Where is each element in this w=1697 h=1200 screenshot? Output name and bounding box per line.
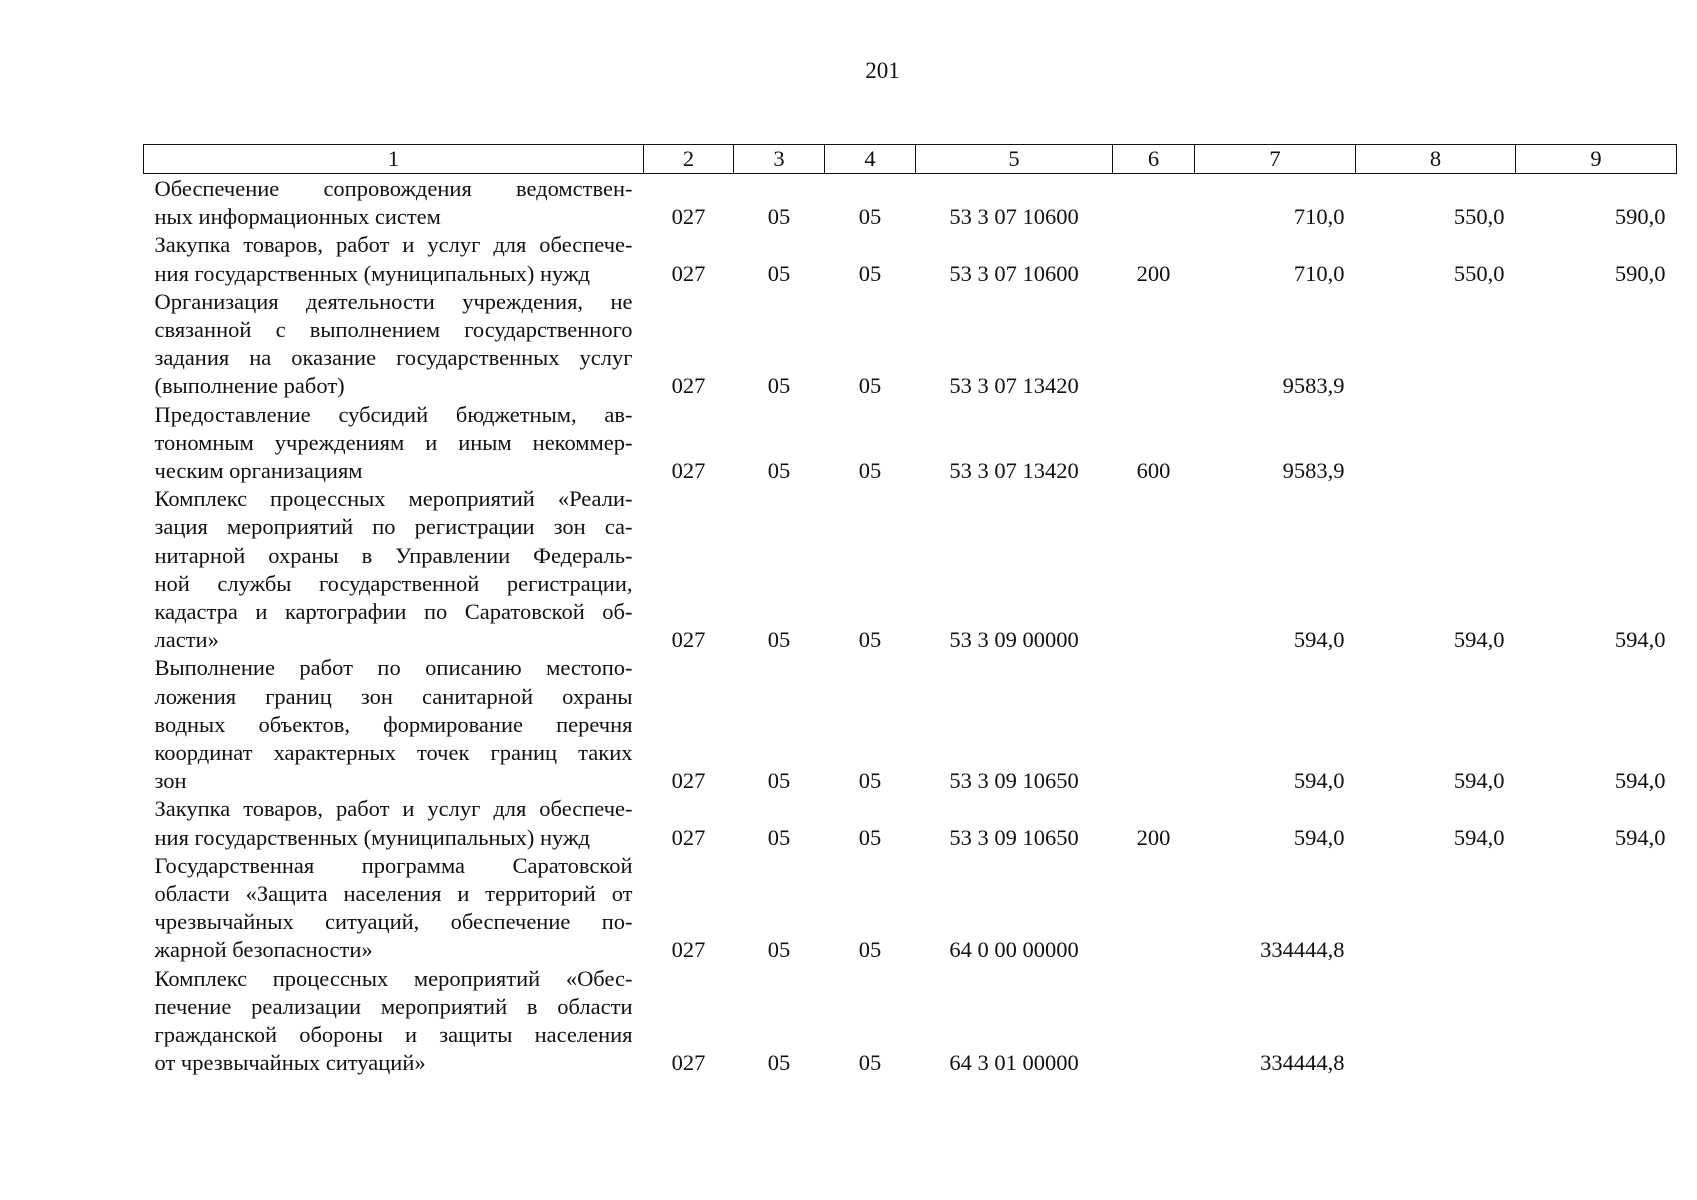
amount-cell: 594,0	[1614, 627, 1666, 653]
amount-cell: 594,0	[1293, 824, 1345, 850]
row-name-line: Комплекс процессных мероприятий «Реали-	[154, 486, 633, 512]
column-header: 9	[1516, 145, 1677, 174]
section-cell: 05	[767, 768, 791, 794]
row-name-line: гражданской обороны и защиты населения	[154, 1022, 633, 1048]
row-name-line: координат характерных точек границ таких	[154, 740, 633, 766]
row-name-line: связанной с выполнением государственного	[154, 317, 633, 343]
row-name-line: ласти»	[154, 627, 219, 653]
amount-cell: 9583,9	[1282, 373, 1345, 399]
section-cell: 05	[767, 824, 791, 850]
row-name-line: Комплекс процессных мероприятий «Обес-	[154, 965, 633, 991]
target-article-cell: 64 3 01 00000	[949, 1050, 1079, 1076]
code-cell: 027	[671, 458, 706, 484]
column-header: 2	[644, 145, 734, 174]
amount-cell	[1356, 288, 1516, 401]
target-article-cell: 53 3 07 13420	[949, 373, 1079, 399]
row-name-line: области «Защита населения и территорий от	[154, 881, 633, 907]
target-article-cell: 64 0 00 00000	[949, 937, 1079, 963]
amount-cell: 590,0	[1614, 204, 1666, 230]
row-name-line: Предоставление субсидий бюджетным, ав-	[154, 401, 633, 427]
row-name-line: ных информационных систем	[154, 204, 441, 230]
budget-table	[143, 144, 1677, 1078]
amount-cell: 594,0	[1614, 768, 1666, 794]
table-row	[144, 795, 1677, 851]
row-name-line: зация мероприятий по регистрации зон са-	[154, 514, 633, 540]
row-name-line: задания на оказание государственных услуг	[154, 345, 633, 371]
expense-type-cell	[1113, 654, 1195, 795]
table-row	[144, 654, 1677, 795]
code-cell: 027	[671, 373, 706, 399]
row-name-line: ческим организациям	[154, 458, 363, 484]
subsection-cell: 05	[858, 458, 882, 484]
amount-cell: 710,0	[1293, 260, 1345, 286]
row-name-cell	[144, 965, 644, 1078]
row-name-line: зон	[154, 768, 187, 794]
amount-cell: 594,0	[1453, 627, 1505, 653]
section-cell: 05	[767, 204, 791, 230]
column-header: 6	[1113, 145, 1195, 174]
row-name-cell	[144, 231, 644, 287]
amount-cell: 9583,9	[1282, 458, 1345, 484]
row-name-cell	[144, 174, 644, 232]
section-cell: 05	[767, 458, 791, 484]
amount-cell: 710,0	[1293, 204, 1345, 230]
row-name-line: водных объектов, формирование перечня	[154, 711, 633, 737]
expense-type-cell: 200	[1136, 260, 1171, 286]
amount-cell: 550,0	[1453, 204, 1505, 230]
column-header: 1	[144, 145, 644, 174]
row-name-line: Обеспечение сопровождения ведомствен-	[154, 176, 633, 201]
target-article-cell: 53 3 07 10600	[949, 260, 1079, 286]
target-article-cell: 53 3 09 00000	[949, 627, 1079, 653]
column-header: 4	[825, 145, 916, 174]
subsection-cell: 05	[858, 373, 882, 399]
expense-type-cell	[1113, 485, 1195, 654]
amount-cell	[1356, 852, 1516, 965]
row-name-line: тономным учреждениям и иным некоммер-	[154, 429, 633, 455]
target-article-cell: 53 3 09 10650	[949, 768, 1079, 794]
row-name-line: Организация деятельности учреждения, не	[154, 288, 633, 314]
subsection-cell: 05	[858, 260, 882, 286]
section-cell: 05	[767, 1050, 791, 1076]
table-row	[144, 965, 1677, 1078]
amount-cell: 550,0	[1453, 260, 1505, 286]
row-name-cell	[144, 401, 644, 486]
column-header: 8	[1356, 145, 1516, 174]
row-name-line: Закупка товаров, работ и услуг для обеспече-	[154, 232, 633, 258]
expense-type-cell	[1113, 288, 1195, 401]
table-row	[144, 288, 1677, 401]
target-article-cell: 53 3 07 10600	[949, 204, 1079, 230]
code-cell: 027	[671, 627, 706, 653]
subsection-cell: 05	[858, 204, 882, 230]
column-header: 5	[916, 145, 1113, 174]
code-cell: 027	[671, 768, 706, 794]
amount-cell: 594,0	[1614, 824, 1666, 850]
section-cell: 05	[767, 937, 791, 963]
amount-cell	[1516, 852, 1677, 965]
row-name-line: ной службы государственной регистрации,	[154, 570, 633, 596]
row-name-line: Закупка товаров, работ и услуг для обеспече-	[154, 796, 633, 822]
amount-cell	[1516, 288, 1677, 401]
row-name-line: Государственная программа Саратовской	[154, 852, 633, 878]
subsection-cell: 05	[858, 627, 882, 653]
column-header: 3	[734, 145, 825, 174]
row-name-line: ложения границ зон санитарной охраны	[154, 683, 633, 709]
row-name-cell	[144, 654, 644, 795]
column-header: 7	[1195, 145, 1356, 174]
row-name-line: чрезвычайных ситуаций, обеспечение по-	[154, 909, 633, 935]
row-name-line: (выполнение работ)	[154, 373, 345, 399]
expense-type-cell	[1113, 965, 1195, 1078]
row-name-line: печение реализации мероприятий в области	[154, 993, 633, 1019]
section-cell: 05	[767, 373, 791, 399]
row-name-line: нитарной охраны в Управлении Федераль-	[154, 542, 633, 568]
target-article-cell: 53 3 09 10650	[949, 824, 1079, 850]
row-name-line: кадастра и картографии по Саратовской об-	[154, 599, 633, 625]
header-row	[144, 145, 1677, 174]
subsection-cell: 05	[858, 1050, 882, 1076]
amount-cell: 334444,8	[1260, 937, 1345, 963]
row-name-line: жарной безопасности»	[154, 937, 373, 963]
expense-type-cell	[1113, 174, 1195, 232]
amount-cell: 334444,8	[1260, 1050, 1345, 1076]
row-name-cell	[144, 485, 644, 654]
row-name-cell	[144, 288, 644, 401]
table-row	[144, 231, 1677, 287]
expense-type-cell: 200	[1136, 824, 1171, 850]
amount-cell	[1516, 965, 1677, 1078]
section-cell: 05	[767, 627, 791, 653]
row-name-cell	[144, 795, 644, 851]
target-article-cell: 53 3 07 13420	[949, 458, 1079, 484]
amount-cell: 594,0	[1453, 824, 1505, 850]
code-cell: 027	[671, 824, 706, 850]
code-cell: 027	[671, 204, 706, 230]
page-number: 201	[865, 58, 900, 83]
amount-cell	[1356, 965, 1516, 1078]
code-cell: 027	[671, 260, 706, 286]
amount-cell: 594,0	[1293, 768, 1345, 794]
amount-cell: 590,0	[1614, 260, 1666, 286]
row-name-line: от чрезвычайных ситуаций»	[154, 1050, 426, 1076]
row-name-cell	[144, 852, 644, 965]
code-cell: 027	[671, 1050, 706, 1076]
table-body	[144, 174, 1677, 1078]
amount-cell	[1356, 401, 1516, 486]
amount-cell	[1516, 401, 1677, 486]
section-cell: 05	[767, 260, 791, 286]
expense-type-cell: 600	[1136, 458, 1171, 484]
row-name-line: Выполнение работ по описанию местопо-	[154, 655, 633, 681]
row-name-line: ния государственных (муниципальных) нужд	[154, 824, 590, 850]
table-row	[144, 485, 1677, 654]
subsection-cell: 05	[858, 937, 882, 963]
row-name-line: ния государственных (муниципальных) нужд	[154, 260, 590, 286]
code-cell: 027	[671, 937, 706, 963]
amount-cell: 594,0	[1293, 627, 1345, 653]
subsection-cell: 05	[858, 824, 882, 850]
table-row	[144, 401, 1677, 486]
table-row	[144, 174, 1677, 232]
amount-cell: 594,0	[1453, 768, 1505, 794]
expense-type-cell	[1113, 852, 1195, 965]
subsection-cell: 05	[858, 768, 882, 794]
table-row	[144, 852, 1677, 965]
